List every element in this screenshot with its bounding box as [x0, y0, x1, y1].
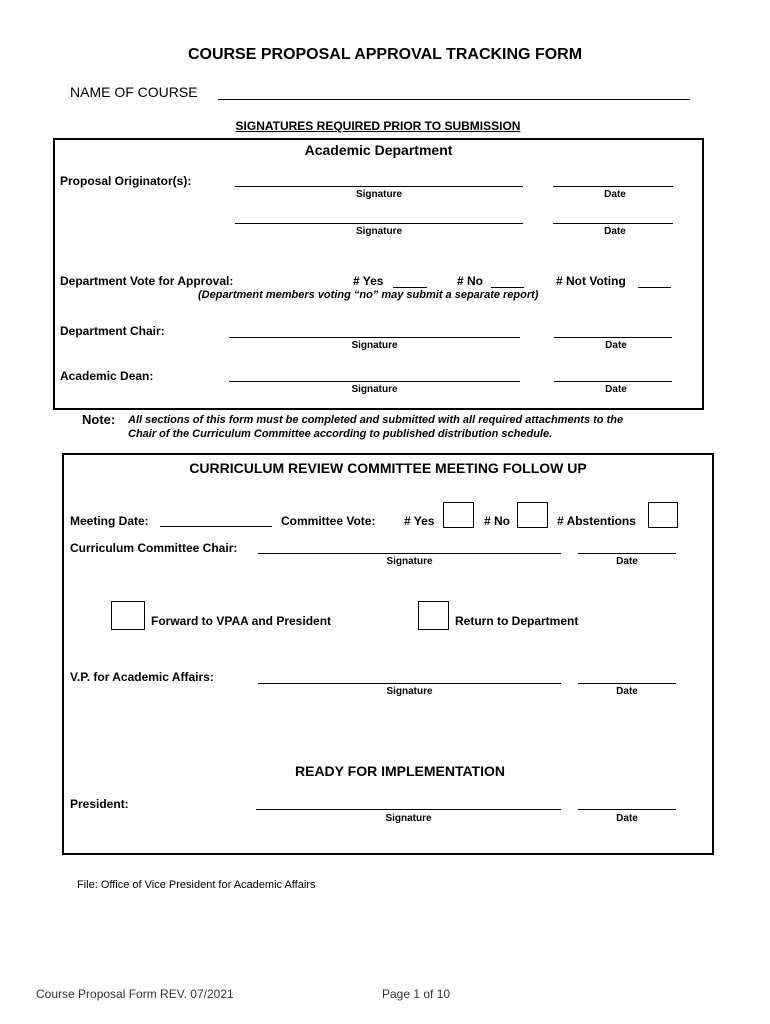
- signature-caption: Signature: [385, 813, 432, 824]
- originator-date-field-1[interactable]: [553, 186, 673, 187]
- committee-abstentions-box[interactable]: [648, 502, 678, 528]
- return-label: Return to Department: [455, 614, 579, 628]
- course-name-field[interactable]: [218, 99, 690, 100]
- originator-signature-field-2[interactable]: [235, 223, 523, 224]
- committee-no-box[interactable]: [517, 502, 548, 528]
- chair-signature-field[interactable]: [229, 337, 520, 338]
- return-checkbox[interactable]: [418, 601, 449, 630]
- note-line-1: All sections of this form must be completed and submitted with all required attachments to the: [128, 414, 624, 426]
- course-name-label: NAME OF COURSE: [70, 84, 198, 100]
- vote-yes-label: # Yes: [353, 274, 384, 288]
- committee-yes-label: # Yes: [404, 514, 435, 528]
- form-title: COURSE PROPOSAL APPROVAL TRACKING FORM: [187, 46, 583, 63]
- vote-not-voting-label: # Not Voting: [556, 274, 626, 288]
- department-chair-label: Department Chair:: [60, 324, 165, 338]
- date-caption: Date: [604, 226, 626, 237]
- note-label: Note:: [82, 412, 116, 427]
- vote-yes-field[interactable]: [393, 287, 427, 288]
- date-caption: Date: [605, 384, 627, 395]
- originator-date-field-2[interactable]: [553, 223, 673, 224]
- signature-caption: Signature: [355, 226, 403, 237]
- president-signature-field[interactable]: [256, 809, 561, 810]
- vote-no-field[interactable]: [491, 287, 524, 288]
- committee-vote-label: Committee Vote:: [281, 514, 376, 528]
- academic-dean-label: Academic Dean:: [60, 369, 154, 383]
- signature-caption: Signature: [386, 686, 433, 697]
- department-vote-label: Department Vote for Approval:: [60, 274, 234, 288]
- dean-date-field[interactable]: [554, 381, 672, 382]
- forward-label: Forward to VPAA and President: [151, 614, 332, 628]
- meeting-date-field[interactable]: [160, 526, 272, 527]
- meeting-date-label: Meeting Date:: [70, 514, 149, 528]
- vote-note: (Department members voting “no” may submit a separate report): [198, 289, 539, 301]
- committee-chair-signature-field[interactable]: [258, 553, 561, 554]
- footer-form-rev: Course Proposal Form REV. 07/2021: [36, 987, 234, 1001]
- committee-abstentions-label: # Abstentions: [557, 514, 636, 528]
- ready-heading: READY FOR IMPLEMENTATION: [295, 763, 505, 779]
- president-label: President:: [70, 797, 129, 811]
- vpaa-label: V.P. for Academic Affairs:: [70, 670, 214, 684]
- signature-caption: Signature: [351, 384, 398, 395]
- date-caption: Date: [616, 686, 638, 697]
- signatures-required-heading: SIGNATURES REQUIRED PRIOR TO SUBMISSION: [235, 119, 521, 133]
- signature-caption: Signature: [355, 189, 403, 200]
- academic-department-heading: Academic Department: [304, 142, 453, 158]
- committee-chair-date-field[interactable]: [578, 553, 676, 554]
- committee-no-label: # No: [484, 514, 511, 528]
- date-caption: Date: [605, 340, 627, 351]
- date-caption: Date: [616, 556, 638, 567]
- forward-checkbox[interactable]: [111, 601, 145, 630]
- president-date-field[interactable]: [578, 809, 676, 810]
- date-caption: Date: [604, 189, 626, 200]
- chair-date-field[interactable]: [554, 337, 672, 338]
- vote-not-voting-field[interactable]: [638, 287, 671, 288]
- vote-no-label: # No: [457, 274, 484, 288]
- committee-yes-box[interactable]: [443, 502, 474, 528]
- date-caption: Date: [616, 813, 638, 824]
- committee-heading: CURRICULUM REVIEW COMMITTEE MEETING FOLLOW UP: [189, 460, 587, 476]
- note-line-2: Chair of the Curriculum Committee according to published distribution schedule.: [128, 428, 553, 440]
- signature-caption: Signature: [351, 340, 398, 351]
- signature-caption: Signature: [386, 556, 433, 567]
- committee-chair-label: Curriculum Committee Chair:: [70, 541, 238, 555]
- footer-page-number: Page 1 of 10: [382, 987, 451, 1001]
- vpaa-signature-field[interactable]: [258, 683, 561, 684]
- proposal-originator-label: Proposal Originator(s):: [60, 174, 192, 188]
- originator-signature-field-1[interactable]: [235, 186, 523, 187]
- file-note: File: Office of Vice President for Academic Affairs: [77, 879, 316, 891]
- dean-signature-field[interactable]: [229, 381, 520, 382]
- vpaa-date-field[interactable]: [578, 683, 676, 684]
